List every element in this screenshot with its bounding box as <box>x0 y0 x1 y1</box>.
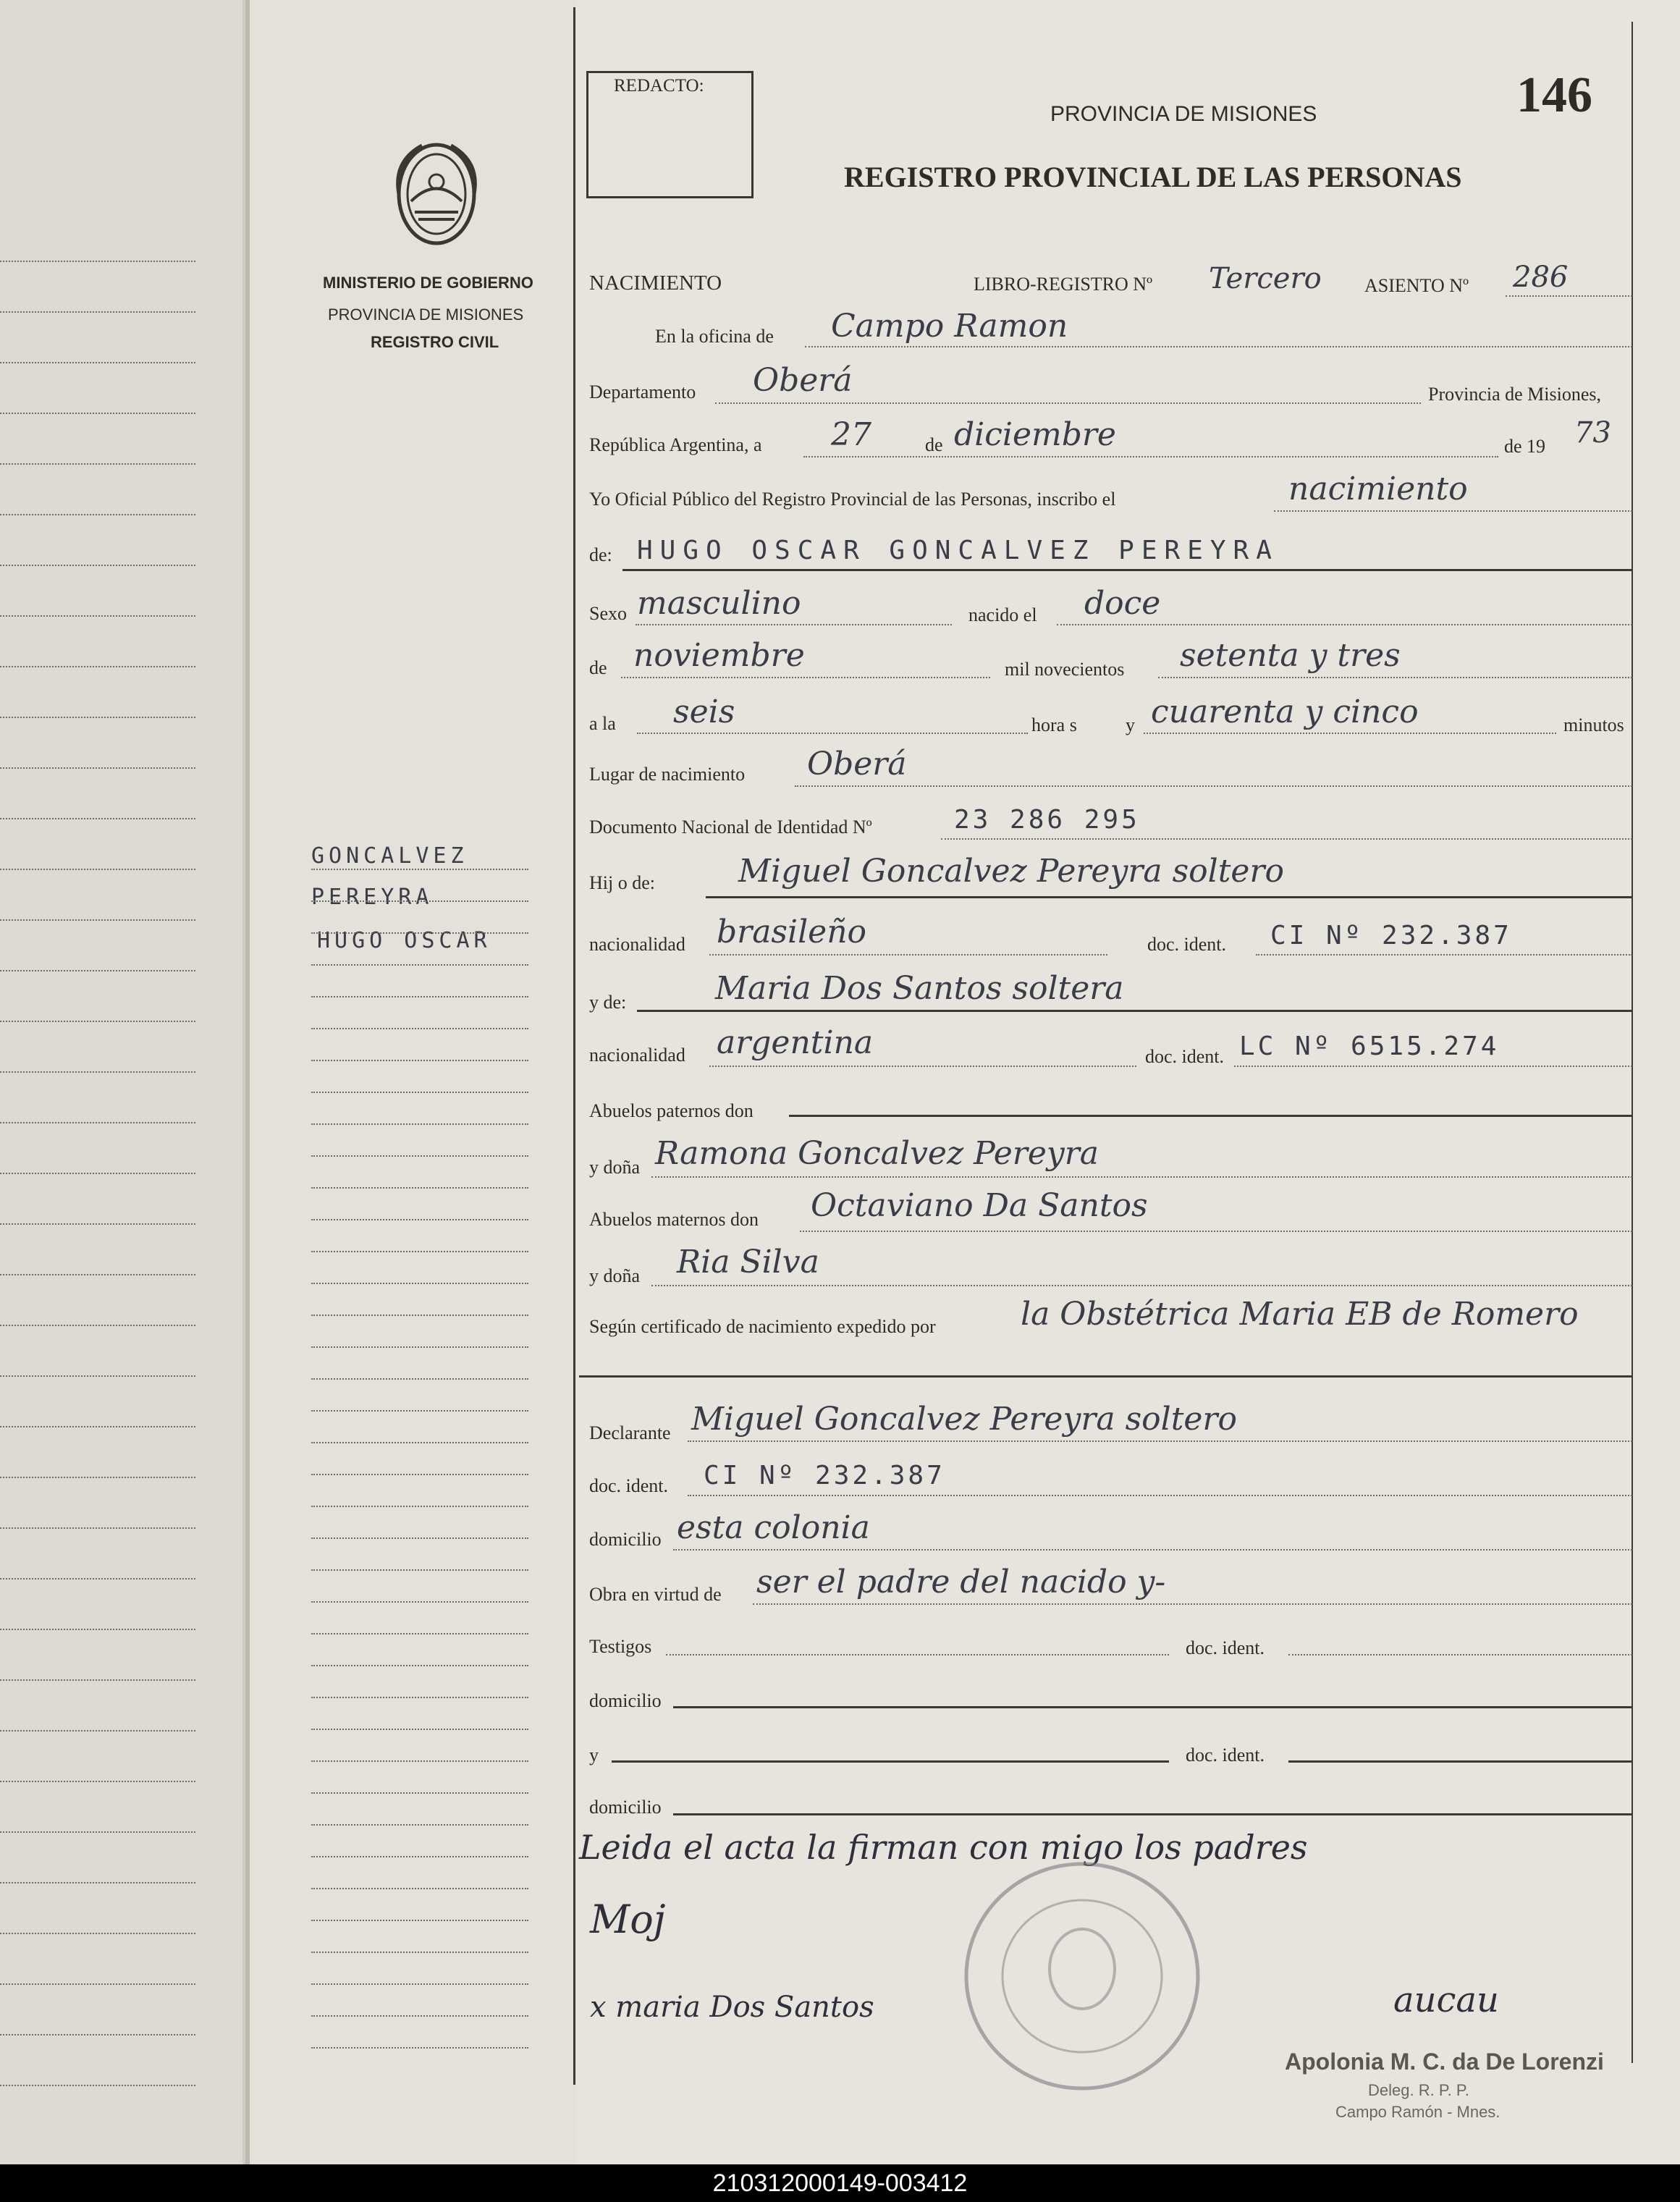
ala-label: a la <box>589 713 616 734</box>
father-nat-rule <box>709 954 1107 956</box>
abuelos-pat-label: Abuelos paternos don <box>589 1100 754 1121</box>
hora-value: seis <box>673 693 735 730</box>
asiento-label: ASIENTO Nº <box>1364 275 1469 296</box>
declarante-doc-value: CI Nº 232.387 <box>704 1461 945 1490</box>
mother-sign: x maria Dos Santos <box>590 1991 874 2024</box>
stub-ministry: MINISTERIO DE GOBIERNO <box>323 274 533 292</box>
testigos-doc-rule <box>1288 1654 1632 1655</box>
oficina-label: En la oficina de <box>655 326 774 347</box>
mother-value: Maria Dos Santos soltera <box>715 970 1124 1007</box>
libro-label: LIBRO-REGISTRO Nº <box>974 274 1153 295</box>
father-nat-value: brasileño <box>717 914 867 950</box>
birth-month-value: noviembre <box>633 637 805 674</box>
stub-rule <box>311 996 528 997</box>
nacido-label: nacido el <box>968 604 1037 625</box>
left-page-rule <box>0 463 195 465</box>
mil-value: setenta y tres <box>1180 637 1401 674</box>
left-page-rule <box>0 1122 195 1123</box>
left-page-rule <box>0 1071 195 1073</box>
child-name-rule <box>622 569 1632 571</box>
abuelos-mat-label: Abuelos maternos don <box>589 1209 759 1230</box>
nacimiento-label: NACIMIENTO <box>589 271 722 295</box>
abuelos-mat-rule <box>800 1231 1632 1232</box>
left-page-rule <box>0 1730 195 1731</box>
left-page-rule <box>0 2085 195 2086</box>
stub-rule <box>311 1410 528 1412</box>
y-label: y <box>1126 714 1135 735</box>
oficina-value: Campo Ramon <box>831 308 1068 345</box>
mother-rule <box>637 1010 1632 1012</box>
abuela-pat-label: y doña <box>589 1157 641 1178</box>
stub-rule <box>311 1123 528 1125</box>
left-page-rule <box>0 1629 195 1630</box>
libro-value: Tercero <box>1209 262 1322 295</box>
stub-rule <box>311 1378 528 1380</box>
birth-month-rule <box>621 677 990 678</box>
abuelos-pat-rule <box>789 1115 1632 1117</box>
left-page-rule <box>0 1223 195 1225</box>
mil-rule <box>1158 677 1632 678</box>
left-page-rule <box>0 717 195 718</box>
hora-label: hora s <box>1031 714 1077 735</box>
stub-rule <box>311 1283 528 1284</box>
stub-province: PROVINCIA DE MISIONES <box>328 305 524 324</box>
abuela-mat-label: y doña <box>589 1265 641 1286</box>
official-signature: aucau <box>1393 1980 1499 2020</box>
abuela-mat-value: Ria Silva <box>677 1244 819 1281</box>
mother-nat-value: argentina <box>717 1024 874 1061</box>
asiento-value: 286 <box>1513 261 1569 294</box>
minutos-value: cuarenta y cinco <box>1151 693 1419 730</box>
declarante-doc-label: doc. ident. <box>589 1475 669 1496</box>
stub-rule <box>311 1187 528 1189</box>
mother-doc-label: doc. ident. <box>1145 1046 1225 1067</box>
declarante-label: Declarante <box>589 1422 671 1443</box>
yde-label: y de: <box>589 992 627 1013</box>
registry-title: REGISTRO PROVINCIAL DE LAS PERSONAS <box>844 161 1462 193</box>
oficial-rule <box>1274 510 1632 512</box>
domicilio-rule <box>673 1549 1632 1551</box>
stub-rule <box>311 1219 528 1220</box>
stub-rule <box>311 1060 528 1061</box>
left-page-rule <box>0 1679 195 1681</box>
lugar-value: Oberá <box>807 746 907 782</box>
month-value: diciembre <box>954 416 1116 453</box>
republica-label: República Argentina, a <box>589 434 762 455</box>
left-page-rule <box>0 1477 195 1478</box>
departamento-label: Departamento <box>589 381 696 402</box>
declarante-value: Miguel Goncalvez Pereyra soltero <box>691 1401 1237 1438</box>
sexo-value: masculino <box>637 585 801 622</box>
stub-rule <box>311 1920 528 1921</box>
stub-rule <box>311 900 528 902</box>
stub-rule <box>311 2015 528 2017</box>
stub-rule <box>311 964 528 966</box>
stub-rule <box>311 1888 528 1889</box>
segun-value: la Obstétrica Maria EB de Romero <box>1021 1296 1579 1333</box>
departamento-rule <box>715 402 1421 404</box>
redacto-label: REDACTO: <box>614 76 704 96</box>
stub-rule <box>311 932 528 934</box>
left-page-rule <box>0 1831 195 1833</box>
father-doc-value: CI Nº 232.387 <box>1270 921 1512 950</box>
declarante-rule <box>688 1440 1632 1442</box>
testigos-rule <box>666 1654 1169 1655</box>
stub-registry: REGISTRO CIVIL <box>371 333 499 351</box>
left-page-rule <box>0 565 195 566</box>
left-page-rule <box>0 1173 195 1174</box>
left-page <box>0 0 245 2164</box>
stub-rule <box>311 1665 528 1666</box>
stub-rule <box>311 1092 528 1093</box>
stub-rule <box>311 1474 528 1475</box>
oficial-value: nacimiento <box>1288 471 1468 507</box>
de-colon-label: de: <box>589 544 612 565</box>
domicilio-value: esta colonia <box>677 1509 870 1546</box>
left-page-rule <box>0 1021 195 1022</box>
left-page-rule <box>0 767 195 769</box>
abuela-pat-rule <box>651 1176 1632 1178</box>
nacido-rule <box>1057 624 1632 625</box>
abuela-pat-value: Ramona Goncalvez Pereyra <box>655 1135 1099 1172</box>
stub-rule <box>311 1952 528 1953</box>
left-page-rule <box>0 311 195 313</box>
mother-nat-label: nacionalidad <box>589 1045 685 1066</box>
left-page-rule <box>0 1375 195 1377</box>
closing-note: Leida el acta la firman con migo los padres <box>579 1828 1308 1867</box>
dni-label: Documento Nacional de Identidad Nº <box>589 817 872 838</box>
stub-rule <box>311 1729 528 1730</box>
mother-doc-rule <box>1234 1066 1632 1067</box>
hijo-label: Hij o de: <box>589 872 655 893</box>
nacido-value: doce <box>1084 585 1161 622</box>
testigos-domicilio-rule <box>673 1706 1632 1708</box>
stub-rule <box>311 1601 528 1603</box>
child-name: HUGO OSCAR GONCALVEZ PEREYRA <box>637 536 1279 565</box>
dni-value: 23 286 295 <box>954 805 1140 835</box>
stub-rule <box>311 1315 528 1316</box>
form-right-border <box>1632 22 1633 2063</box>
left-page-rule <box>0 1325 195 1326</box>
stub-rule <box>311 1983 528 1985</box>
stub-name-line-2: PEREYRA <box>311 885 434 910</box>
asiento-rule <box>1506 295 1632 297</box>
stub-column <box>250 0 575 2164</box>
left-page-rule <box>0 818 195 819</box>
de-year-label: de 19 <box>1504 436 1546 457</box>
abuela-mat-rule <box>651 1285 1632 1286</box>
stub-rule <box>311 1824 528 1826</box>
left-page-rule <box>0 1781 195 1782</box>
stub-rule <box>311 1537 528 1539</box>
minutos-label: minutos <box>1563 714 1624 735</box>
provincial-seal-icon <box>386 132 487 256</box>
domicilio-label: domicilio <box>589 1529 662 1550</box>
left-page-rule <box>0 1933 195 1934</box>
testigo2-domicilio-rule <box>673 1813 1632 1815</box>
left-page-rule <box>0 615 195 617</box>
segun-rule <box>579 1375 1632 1378</box>
stub-name-line-1: GONCALVEZ <box>311 843 468 869</box>
father-doc-label: doc. ident. <box>1147 934 1227 955</box>
departamento-value: Oberá <box>753 362 853 399</box>
oficina-rule <box>805 346 1632 347</box>
father-value: Miguel Goncalvez Pereyra soltero <box>738 853 1284 890</box>
left-page-rule <box>0 919 195 921</box>
de-label: de <box>925 434 943 455</box>
left-page-rule <box>0 1426 195 1427</box>
header-province: PROVINCIA DE MISIONES <box>1050 102 1317 126</box>
hora-rule <box>637 733 1028 734</box>
testigo2-domicilio-label: domicilio <box>589 1797 662 1818</box>
stub-rule <box>311 1856 528 1857</box>
left-page-rule <box>0 666 195 667</box>
lugar-label: Lugar de nacimiento <box>589 764 746 785</box>
official-stamp-icon <box>955 1853 1209 2099</box>
left-page-rule <box>0 514 195 515</box>
sexo-label: Sexo <box>589 603 627 624</box>
left-page-rule <box>0 1882 195 1883</box>
sexo-rule <box>636 624 952 625</box>
obra-rule <box>753 1603 1632 1605</box>
left-page-rule <box>0 1983 195 1985</box>
stub-rule <box>311 869 528 870</box>
mil-label: mil novecientos <box>1005 659 1125 680</box>
left-page-rule <box>0 1274 195 1275</box>
day-value: 27 <box>831 416 871 453</box>
year-value: 73 <box>1574 416 1611 450</box>
mother-nat-rule <box>709 1066 1136 1067</box>
father-rule <box>706 896 1632 898</box>
father-nat-label: nacionalidad <box>589 934 685 955</box>
obra-value: ser el padre del nacido y- <box>756 1564 1166 1600</box>
segun-label: Según certificado de nacimiento expedido por <box>589 1316 936 1337</box>
left-page-rule <box>0 261 195 262</box>
stub-rule <box>311 2047 528 2049</box>
official-place: Campo Ramón - Mnes. <box>1335 2103 1500 2121</box>
signature-mark: Moj <box>590 1897 666 1942</box>
stub-rule <box>311 1442 528 1443</box>
de2-label: de <box>589 657 607 678</box>
left-page-rule <box>0 970 195 971</box>
stub-rule <box>311 1155 528 1157</box>
left-page-rule <box>0 1578 195 1579</box>
abuelos-mat-value: Octaviano Da Santos <box>811 1187 1148 1224</box>
official-name: Apolonia M. C. da De Lorenzi <box>1285 2049 1604 2075</box>
official-title: Deleg. R. P. P. <box>1368 2081 1469 2099</box>
stub-rule <box>311 1028 528 1029</box>
testigo2-rule <box>612 1760 1169 1763</box>
page-number: 146 <box>1516 67 1592 123</box>
obra-label: Obra en virtud de <box>589 1584 722 1605</box>
testigos-label: Testigos <box>589 1636 652 1657</box>
father-doc-rule <box>1256 954 1632 956</box>
y2-label: y <box>589 1745 599 1766</box>
oficial-label: Yo Oficial Público del Registro Provincial de las Personas, inscribo el <box>589 489 1116 510</box>
declarante-doc-rule <box>688 1495 1632 1496</box>
lugar-rule <box>795 785 1632 787</box>
stub-rule <box>311 1792 528 1794</box>
testigo2-doc-rule <box>1288 1760 1632 1763</box>
testigo2-doc-label: doc. ident. <box>1186 1745 1265 1766</box>
left-page-rule <box>0 2034 195 2036</box>
provincia-suffix: Provincia de Misiones, <box>1428 384 1602 405</box>
stub-rule <box>311 1506 528 1507</box>
stub-rule <box>311 1633 528 1634</box>
testigos-doc-label: doc. ident. <box>1186 1637 1265 1658</box>
mother-doc-value: LC Nº 6515.274 <box>1239 1032 1500 1061</box>
stub-rule <box>311 1760 528 1762</box>
archive-id-bar: 210312000149-003412 <box>0 2164 1680 2202</box>
left-page-rule <box>0 413 195 414</box>
stub-rule <box>311 1251 528 1252</box>
stub-name-line-3: HUGO OSCAR <box>317 928 491 953</box>
testigos-domicilio-label: domicilio <box>589 1690 662 1711</box>
left-page-rule <box>0 869 195 870</box>
left-page-rule <box>0 362 195 363</box>
dni-rule <box>941 838 1632 840</box>
left-page-rule <box>0 1527 195 1529</box>
stub-rule <box>311 1569 528 1571</box>
minutos-rule <box>1144 733 1556 734</box>
stub-rule <box>311 1697 528 1698</box>
stub-rule <box>311 1346 528 1348</box>
fecha-rule <box>803 456 1498 457</box>
form-left-border <box>573 7 575 2085</box>
